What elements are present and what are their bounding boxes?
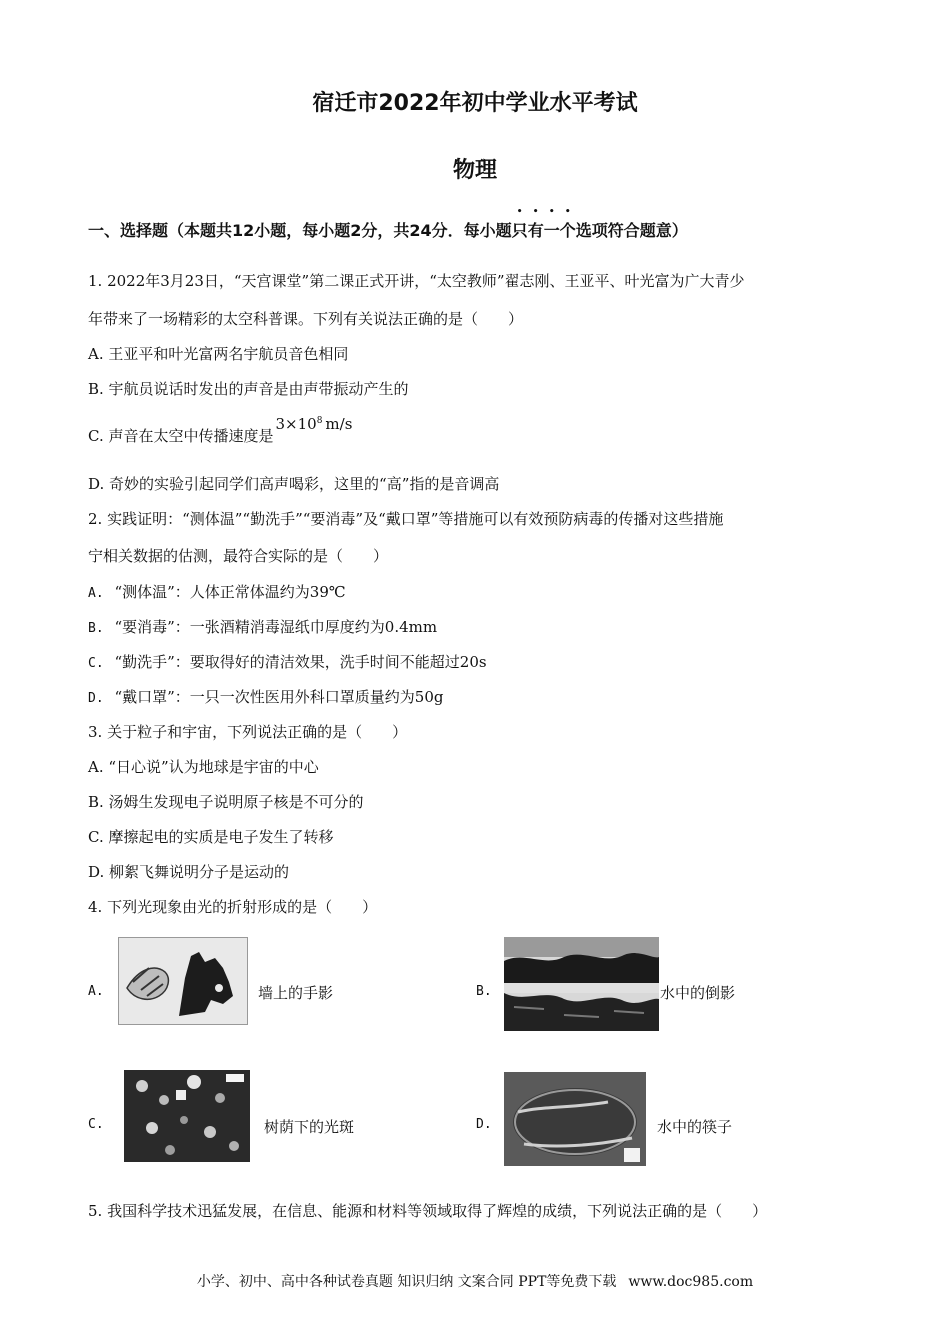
q1-option-c-text: C. 声音在太空中传播速度是 xyxy=(88,427,274,445)
emphasis-char: 只 xyxy=(511,221,528,240)
q3-option-d: D. 柳絮飞舞说明分子是运动的 xyxy=(88,863,290,881)
q2-option-d xyxy=(88,686,443,707)
formula-exponent: 8 xyxy=(316,416,323,426)
subject-title: 物理 xyxy=(452,158,497,183)
q2-stem-line1: 2. 实践证明：“测体温”“勤洗手”“要消毒”及“戴口罩”等措施可以有效预防病毒的传播对这些措施 xyxy=(88,510,724,528)
footer-url[interactable]: www.doc985.com xyxy=(628,1274,754,1290)
formula-base: 3×10 xyxy=(275,415,317,433)
q1-stem-line2: 年带来了一场精彩的太空科普课。下列有关说法正确的是（ ） xyxy=(88,310,524,328)
section-heading-suffix: 选项符合题意） xyxy=(575,221,688,240)
q2-option-a xyxy=(88,581,346,602)
section-heading xyxy=(88,218,688,241)
q4-option-c-text: 树荫下的光斑 xyxy=(264,1118,355,1136)
tree-light-spots-image xyxy=(124,1070,250,1162)
q4-option-d-label: D. xyxy=(476,1117,492,1132)
option-label: C. xyxy=(88,656,104,671)
q4-option-a-label: A. xyxy=(88,984,104,999)
q4-option-c-label: C. xyxy=(88,1117,104,1132)
option-label: A. xyxy=(88,586,104,601)
q4-option-b-text: 水中的倒影 xyxy=(660,984,736,1002)
q4-option-a-text: 墙上的手影 xyxy=(258,984,334,1002)
q1-option-b: B. 宇航员说话时发出的声音是由声带振动产生的 xyxy=(88,380,409,398)
q4-option-d-text: 水中的筷子 xyxy=(657,1118,733,1136)
option-text: “勤洗手”：要取得好的清洁效果，洗手时间不能超过20s xyxy=(114,653,487,671)
hand-shadow-image xyxy=(118,937,248,1025)
exam-title: 宿迁市2022年初中学业水平考试 xyxy=(312,91,638,116)
q3-option-c: C. 摩擦起电的实质是电子发生了转移 xyxy=(88,828,334,846)
page-footer xyxy=(0,1271,950,1291)
emphasis-char: 一 xyxy=(543,221,560,240)
q1-stem-line1: 1. 2022年3月23日，“天宫课堂”第二课正式开讲，“太空教师”翟志刚、王亚平、叶光富为广大青少 xyxy=(88,272,745,290)
option-text: “戴口罩”：一只一次性医用外科口罩质量约为50g xyxy=(114,688,444,706)
section-heading-prefix: 一、选择题（本题共12小题，每小题2分，共24分．每小题 xyxy=(88,221,512,240)
option-text: “测体温”：人体正常体温约为39℃ xyxy=(114,583,346,601)
option-text: “要消毒”：一张酒精消毒湿纸巾厚度约为0.4mm xyxy=(114,618,438,636)
q1-option-a: A. 王亚平和叶光富两名宇航员音色相同 xyxy=(88,345,349,363)
q3-stem: 3. 关于粒子和宇宙，下列说法正确的是（ ） xyxy=(88,723,408,741)
emphasis-char: 个 xyxy=(559,221,576,240)
speed-formula xyxy=(275,415,352,433)
q4-stem: 4. 下列光现象由光的折射形成的是（ ） xyxy=(88,898,378,916)
emphasis-char: 有 xyxy=(527,221,544,240)
q2-option-c xyxy=(88,651,487,672)
q5-stem: 5. 我国科学技术迅猛发展，在信息、能源和材料等领域取得了辉煌的成绩，下列说法正确的是（ ） xyxy=(88,1202,768,1220)
q1-option-d: D. 奇妙的实验引起同学们高声喝彩，这里的“高”指的是音调高 xyxy=(88,475,500,493)
footer-text: 小学、初中、高中各种试卷真题 知识归纳 文案合同 PPT等免费下载 xyxy=(196,1274,617,1290)
q2-stem-line2: 宁相关数据的估测，最符合实际的是（ ） xyxy=(88,547,389,565)
q2-option-b xyxy=(88,616,437,637)
option-label: B. xyxy=(88,621,104,636)
q3-option-a: A. “日心说”认为地球是宇宙的中心 xyxy=(88,758,319,776)
water-reflection-image xyxy=(504,937,659,1031)
chopsticks-in-water-image xyxy=(504,1072,646,1166)
q4-option-b-label: B. xyxy=(476,984,492,999)
option-label: D. xyxy=(88,691,104,706)
q3-option-b: B. 汤姆生发现电子说明原子核是不可分的 xyxy=(88,793,364,811)
formula-unit: m/s xyxy=(325,415,353,433)
